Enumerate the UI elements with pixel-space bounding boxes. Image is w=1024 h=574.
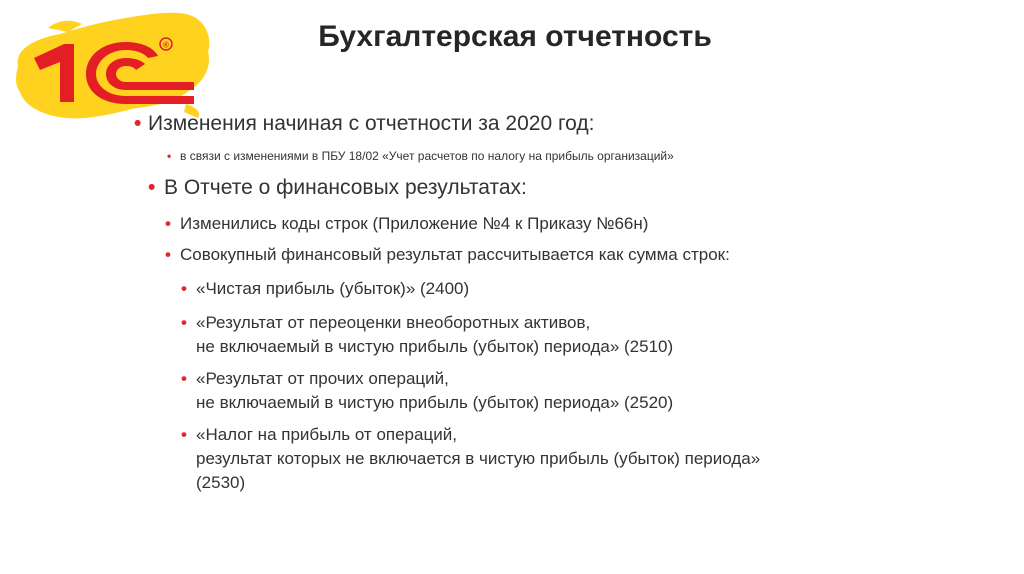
bullet-marker: • <box>134 112 142 135</box>
bullet-item-level2: Изменились коды строк (Приложение №4 к Приказу №66н) <box>180 214 649 233</box>
bullet-item-level3 <box>196 367 673 415</box>
bullet-line: «Налог на прибыль от операций, <box>196 425 457 444</box>
bullet-line: не включаемый в чистую прибыль (убыток) периода» (2520) <box>196 393 674 412</box>
bullet-item-level1: В Отчете о финансовых результатах: <box>164 176 527 199</box>
registered-mark: ® <box>163 40 169 50</box>
bullet-marker: • <box>165 214 171 233</box>
bullet-marker: • <box>167 149 172 163</box>
bullet-line: не включаемый в чистую прибыль (убыток) периода» (2510) <box>196 337 674 356</box>
slide-title: Бухгалтерская отчетность <box>318 20 712 53</box>
bullet-item-level1: Изменения начиная с отчетности за 2020 год: <box>148 112 595 135</box>
bullet-line: «Результат от переоценки внеоборотных активов, <box>196 313 591 332</box>
bullet-line: «Результат от прочих операций, <box>196 369 449 388</box>
bullet-line: «Чистая прибыль (убыток)» (2400) <box>196 279 470 298</box>
bullet-line: (2530) <box>196 473 246 492</box>
bullet-marker: • <box>181 369 187 388</box>
bullet-item-level3 <box>196 423 760 495</box>
bullet-item-level3 <box>196 277 469 301</box>
bullet-marker: • <box>181 425 187 444</box>
bullet-marker: • <box>181 279 187 298</box>
bullet-item-level2: в связи с изменениями в ПБУ 18/02 «Учет расчетов по налогу на прибыль организаций» <box>180 149 674 163</box>
bullet-marker: • <box>165 245 171 264</box>
bullet-item-level3 <box>196 311 673 359</box>
bullet-marker: • <box>181 313 187 332</box>
bullet-item-level2: Совокупный финансовый результат рассчитывается как сумма строк: <box>180 245 730 264</box>
bullet-line: результат которых не включается в чистую прибыль (убыток) периода» <box>196 449 761 468</box>
bullet-marker: • <box>148 176 156 199</box>
